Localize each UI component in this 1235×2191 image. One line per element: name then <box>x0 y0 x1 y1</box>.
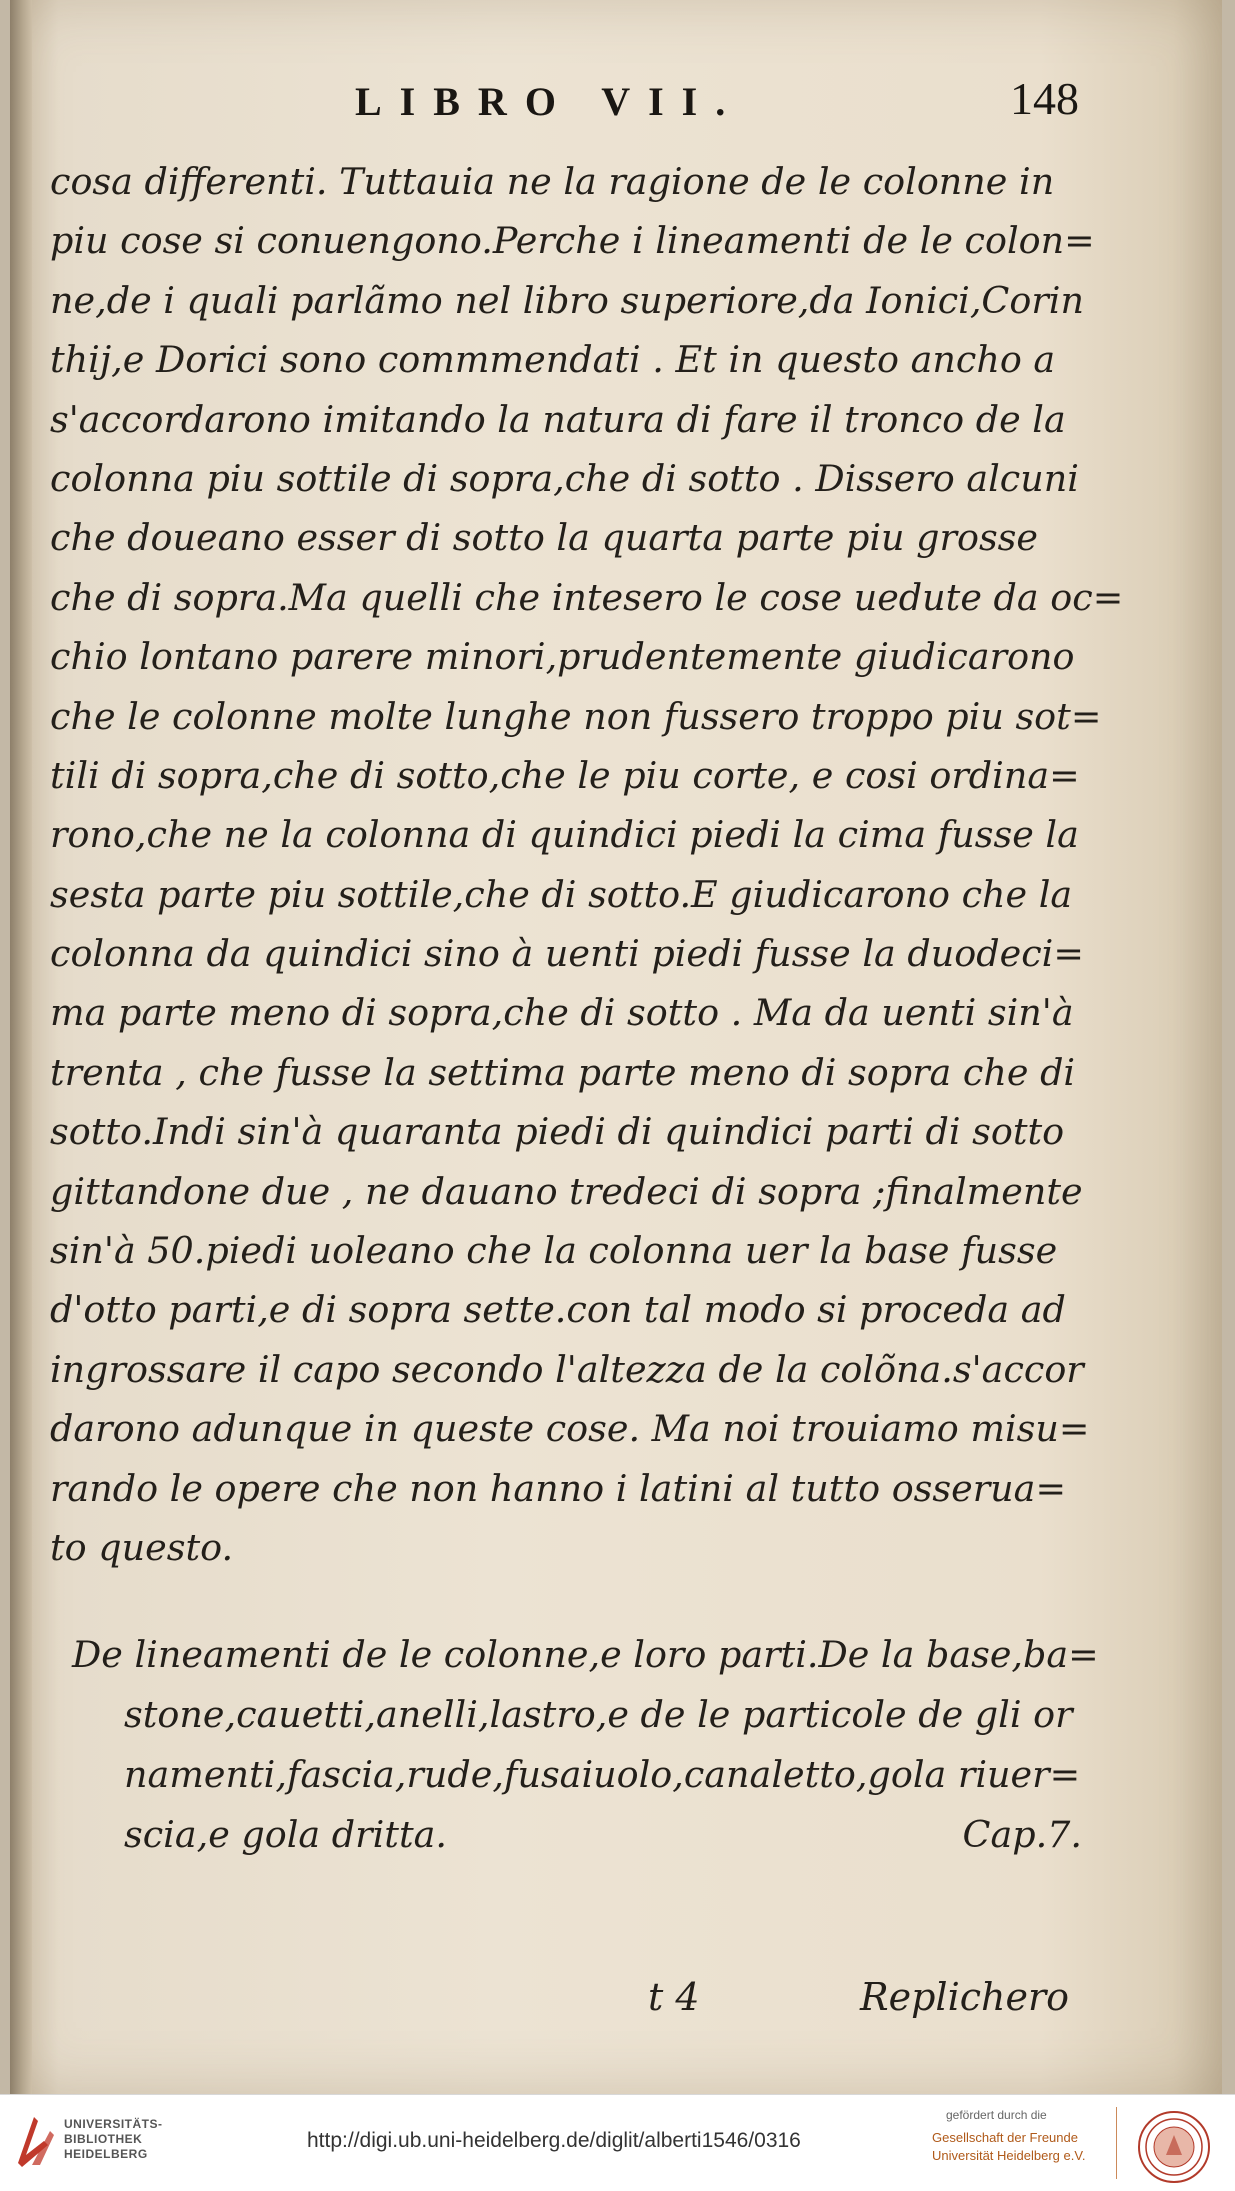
body-line: che doueano esser di sotto la quarta parte piu grosse <box>50 516 1039 560</box>
chapter-heading-line: namenti,fascia,rude,fusaiuolo,canaletto,gola riuer= <box>124 1753 1081 1796</box>
sponsor-org-line: Universität Heidelberg e.V. <box>932 2148 1086 2163</box>
body-line: rono,che ne la colonna di quindici piedi la cima fusse la <box>50 813 1079 857</box>
chapter-label: Cap.7. <box>962 1813 1082 1856</box>
footer-divider <box>1116 2107 1117 2179</box>
page-gutter-edge <box>10 0 32 2094</box>
body-line: d'otto parti,e di sopra sette.con tal modo si proceda ad <box>50 1288 1066 1332</box>
body-line: colonna da quindici sino à uenti piedi fusse la duodeci= <box>50 932 1084 976</box>
body-line: darono adunque in queste cose. Ma noi trouiamo misu= <box>50 1407 1090 1451</box>
university-library-logo-icon[interactable] <box>14 2111 56 2171</box>
catchword: Replichero <box>860 1975 1070 2019</box>
university-seal-icon[interactable] <box>1136 2109 1212 2185</box>
permalink-url[interactable]: http://digi.ub.uni-heidelberg.de/diglit/alberti1546/0316 <box>307 2129 801 2152</box>
library-name-line: BIBLIOTHEK <box>64 2132 143 2146</box>
body-line: thij,e Dorici sono commmendati . Et in questo ancho a <box>50 338 1056 382</box>
chapter-heading-line: scia,e gola dritta. <box>124 1813 447 1856</box>
body-line: sin'à 50.piedi uoleano che la colonna uer la base fusse <box>50 1229 1058 1273</box>
body-line: sotto.Indi sin'à quaranta piedi di quindici parti di sotto <box>50 1110 1065 1154</box>
body-text <box>50 152 1124 1577</box>
body-line: cosa differenti. Tuttauia ne la ragione de le colonne in <box>50 160 1055 203</box>
body-line: tili di sopra,che di sotto,che le piu corte, e cosi ordina= <box>50 753 1080 797</box>
running-head <box>0 73 1235 138</box>
body-line: ne,de i quali parlãmo nel libro superiore,da Ionici,Corin <box>50 278 1084 322</box>
body-line: rando le opere che non hanno i latini al tutto osserua= <box>50 1466 1067 1510</box>
viewer-footer <box>0 2094 1235 2191</box>
body-line: colonna piu sottile di sopra,che di sotto . Dissero alcuni <box>50 456 1079 500</box>
sponsor-block[interactable] <box>932 2107 1085 2165</box>
signature-line <box>0 1975 1235 2035</box>
signature-mark: t 4 <box>648 1975 700 2019</box>
chapter-heading-line: De lineamenti de le colonne,e loro parti.De la base,ba= <box>72 1633 1099 1676</box>
sponsor-label: gefördert durch die <box>946 2108 1047 2122</box>
sponsor-org-name <box>932 2129 1085 2165</box>
body-line: che le colonne molte lunghe non fussero troppo piu sot= <box>50 694 1102 738</box>
chapter-heading <box>72 1625 1099 1865</box>
body-line: piu cose si conuengono.Perche i lineamenti de le colon= <box>50 219 1095 263</box>
body-line: to questo. <box>50 1525 234 1569</box>
sponsor-org-line: Gesellschaft der Freunde <box>932 2130 1078 2145</box>
body-line: trenta , che fusse la settima parte meno di sopra che di <box>50 1050 1076 1094</box>
library-name-line: HEIDELBERG <box>64 2147 148 2161</box>
body-line: ingrossare il capo secondo l'altezza de la colõna.s'accor <box>50 1347 1084 1391</box>
body-line: che di sopra.Ma quelli che intesero le cose uedute da oc= <box>50 575 1124 619</box>
page-number: 148 <box>1010 73 1079 124</box>
body-line: s'accordarono imitando la natura di fare il tronco de la <box>50 397 1066 441</box>
library-name-line: UNIVERSITÄTS- <box>64 2117 163 2131</box>
running-head-title: LIBRO VII. <box>355 79 744 124</box>
body-line: sesta parte piu sottile,che di sotto.E giudicarono che la <box>50 872 1073 916</box>
chapter-heading-line: stone,cauetti,anelli,lastro,e de le particole de gli or <box>124 1693 1073 1736</box>
body-line: gittandone due , ne dauano tredeci di sopra ;finalmente <box>50 1169 1083 1213</box>
body-line: chio lontano parere minori,prudentemente giudicarono <box>50 635 1075 679</box>
university-library-name[interactable] <box>64 2117 163 2162</box>
body-line: ma parte meno di sopra,che di sotto . Ma da uenti sin'à <box>50 991 1074 1035</box>
